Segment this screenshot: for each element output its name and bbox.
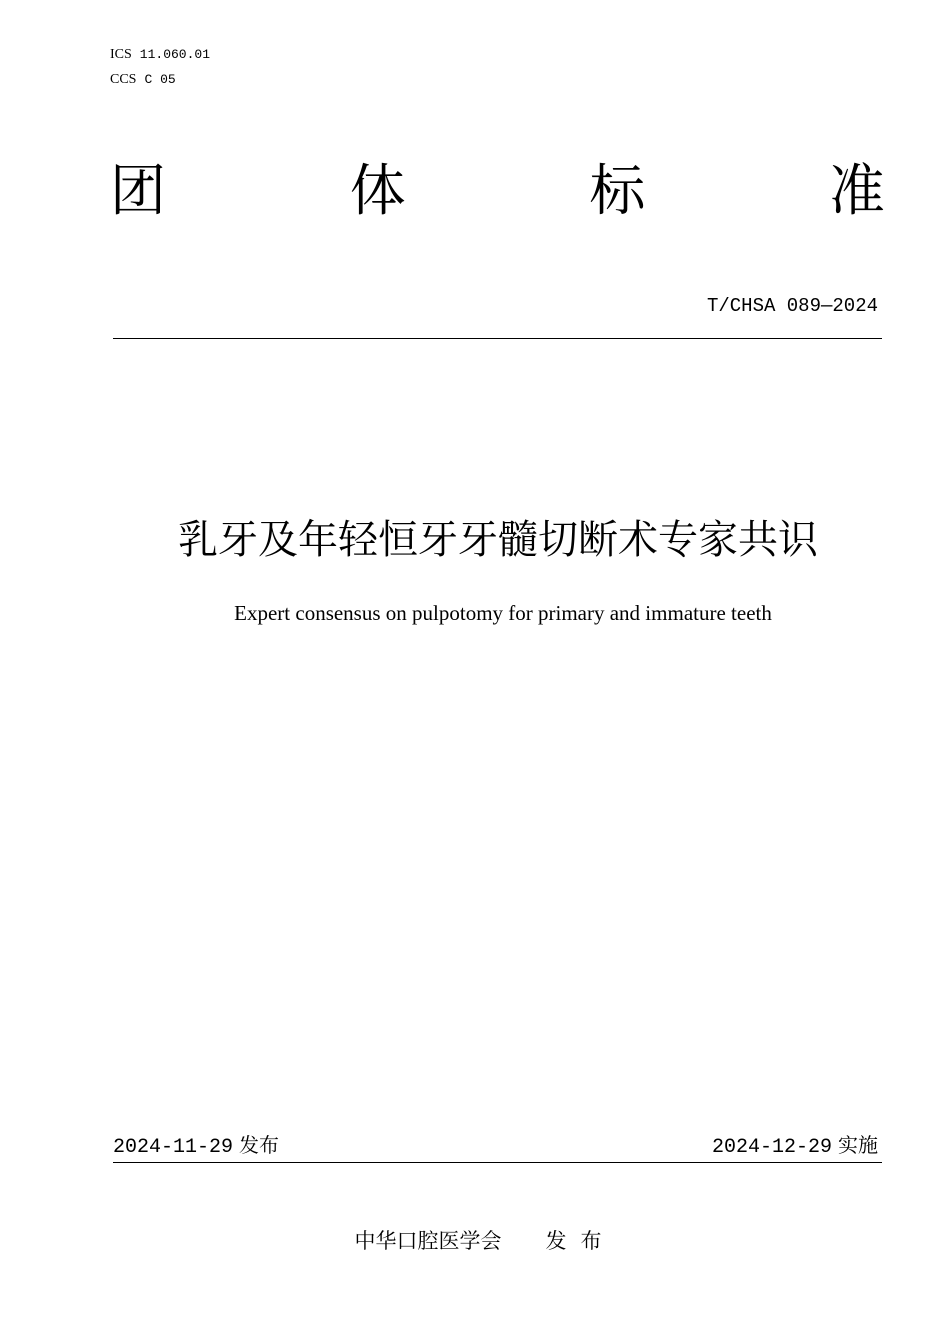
title-chinese: 乳牙及年轻恒牙牙髓切断术专家共识 — [178, 517, 818, 563]
document-number: T/CHSA 089—2024 — [706, 295, 878, 317]
effective-label: 实施 — [838, 1133, 878, 1157]
publish-date-block — [113, 1131, 279, 1162]
document-type-char: 准 — [828, 159, 885, 224]
ics-classification — [110, 46, 210, 64]
publisher-action: 发布 — [545, 1229, 616, 1253]
ccs-classification — [110, 71, 176, 89]
effective-date: 2024-12-29 — [711, 1136, 832, 1159]
ics-label: ICS — [110, 47, 132, 62]
title-english: Expert consensus on pulpotomy for primary and immature teeth — [234, 601, 772, 625]
document-type-heading — [110, 160, 885, 224]
publish-label: 发布 — [239, 1133, 280, 1157]
ics-code: 11.060.01 — [139, 47, 211, 62]
publisher-organization: 中华口腔医学会 — [354, 1229, 502, 1253]
document-type-char: 体 — [349, 159, 406, 224]
document-type-char: 标 — [589, 159, 646, 224]
document-type-char: 团 — [110, 159, 166, 224]
publisher-line — [0, 1226, 950, 1256]
footer-divider — [113, 1162, 882, 1163]
effective-date-block — [712, 1131, 878, 1162]
ccs-code: C 05 — [144, 72, 176, 87]
publish-date: 2024-11-29 — [113, 1136, 234, 1159]
ccs-label: CCS — [110, 72, 137, 87]
header-divider — [113, 338, 882, 339]
